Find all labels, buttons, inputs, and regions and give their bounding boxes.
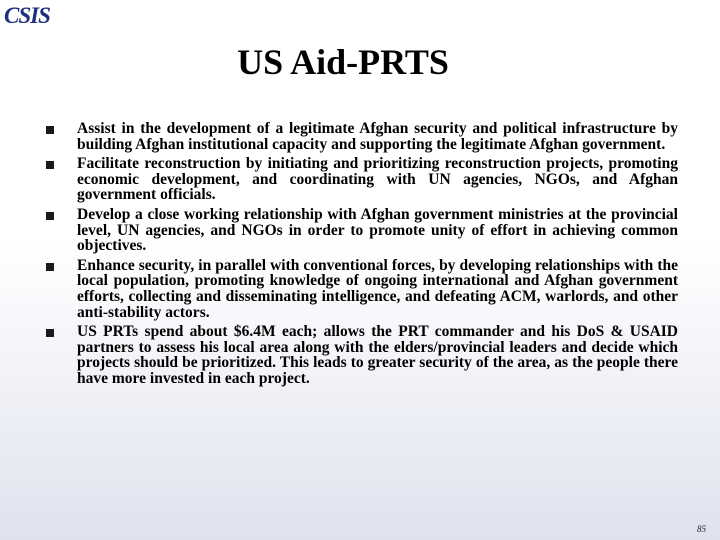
bullet-item [46,207,678,254]
bullet-text: Develop a close working relationship with Afghan government ministries at the provincial level, UN agencies, and NGOs in order to promote unity of effort in achieving common objectives. [77,205,678,255]
square-bullet-icon [46,126,54,134]
bullet-item [46,156,678,203]
bullet-text: Assist in the development of a legitimate Afghan security and political infrastructure by building Afghan institutional capacity and supporting the legitimate Afghan government. [77,120,678,153]
square-bullet-icon [46,329,54,337]
bullet-item [46,121,678,152]
bullet-item [46,258,678,320]
bullet-list [46,121,678,391]
bullet-text: Facilitate reconstruction by initiating and prioritizing reconstruction projects, promoting economic development, and coordinating with UN agencies, NGOs, and Afghan government officials. [77,155,678,204]
bullet-item [46,324,678,386]
csis-logo-text: CSIS [4,3,50,28]
bullet-text: Enhance security, in parallel with conventional forces, by developing relationships with the local population, promoting knowledge of ongoing international and Afghan government efforts, collecting and disseminating intelligence, and defeating ACM, warlords, and other anti-stability actors. [77,256,678,321]
square-bullet-icon [46,161,54,169]
page-number: 85 [697,524,706,534]
csis-logo [4,2,50,30]
bullet-text: US PRTs spend about $6.4M each; allows the PRT commander and his DoS & USAID partners to assess his local area along with the elders/provincial leaders and decide which projects should be prioritized. This leads to greater security of the area, as the people there have more invested in each project. [77,323,678,387]
square-bullet-icon [46,263,54,271]
slide-title: US Aid-PRTS [237,42,449,82]
square-bullet-icon [46,212,54,220]
